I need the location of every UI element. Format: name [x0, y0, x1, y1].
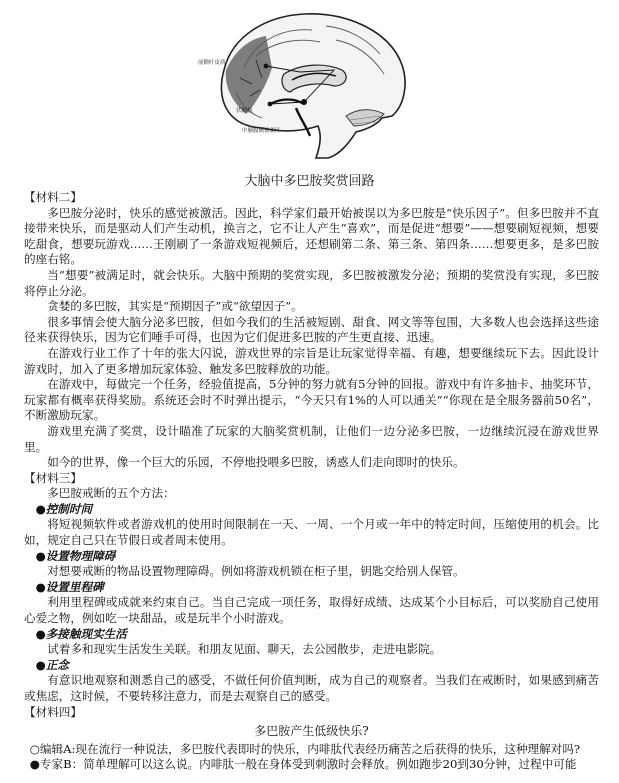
label-nucleus-accumbens: 伏隔核 [236, 108, 253, 114]
method-title: ●多接触现实生活 [35, 626, 127, 641]
method-text: 利用里程碑或成就来约束自己。当自己完成一项任务，取得好成绩、达成某个小目标后，可以奖励自己使用心爱之物，例如吃一块甜品，或是玩半个小时游戏。 [24, 595, 599, 626]
document-body [24, 190, 599, 773]
interview-title: 多巴胺产生低级快乐? [254, 724, 369, 739]
figure-caption: 大脑中多巴胺奖赏回路 [244, 174, 375, 189]
section-heading-material-4: 【材料四】 [24, 704, 82, 719]
method-text: 对想要戒断的物品设置物理障碍。例如将游戏机锁在柜子里，钥匙交给别人保管。 [47, 564, 465, 579]
paragraph: 当“想要”被满足时，就会快乐。大脑中预期的奖赏实现，多巴胺被激发分泌；预期的奖赏没有实现，多巴胺将停止分泌。 [24, 267, 599, 298]
interview-answer: ●专家B：简单理解可以这么说。内啡肽一般在身体受到刺激时会释放。例如跑步20到30分钟，过程中可能 [29, 757, 577, 772]
method-title: ●控制时间 [35, 501, 93, 516]
method-text: 将短视频软件或者游戏机的使用时间限制在一天、一周、一个月或一年中的特定时间，压缩使用的机会。比如，规定自己只在节假日或者周末使用。 [24, 517, 599, 548]
label-vta: 中脑腹侧被盖区 [242, 128, 281, 134]
section-heading-material-2: 【材料二】 [24, 190, 82, 204]
interview-question: ○编辑A:现在流行一种说法，多巴胺代表即时的快乐，内啡肽代表经历痛苦之后获得的快乐，这种理解对吗? [29, 741, 581, 756]
method-title: ●设置物理障碍 [35, 548, 116, 563]
paragraph: 多巴胺分泌时，快乐的感觉被激活。因此，科学家们最开始被误以为多巴胺是“快乐因子”。但多巴胺并不直接带来快乐，而是驱动人们产生动机，换言之，它不让人产生“喜欢”，而是促进“想要”——想要刷短视频，想要吃甜食，想要玩游戏……王刚刷了一条游戏短视频后，还想刷第二条、第三条、第四条……想要更多，是多巴胺的座右铭。 [24, 205, 599, 267]
methods-intro: 多巴胺戒断的五个方法： [47, 486, 175, 501]
method-text: 试着多和现实生活发生关联。和朋友见面、聊天，去公园散步，走进电影院。 [47, 642, 442, 657]
section-heading-material-3: 【材料三】 [24, 470, 82, 485]
paragraph: 很多事情会使大脑分泌多巴胺，但如今我们的生活被短剧、甜食、网文等等包围，大多数人也会选择这些途径来获得快乐，因为它们唾手可得，也因为它们促进多巴胺的产生更直接、迅速。 [24, 314, 599, 345]
method-text: 有意识地观察和测悉自己的感受，不做任何价值判断，成为自己的观察者。当我们在戒断时，如果感到痛苦或焦虑，这时候，不要转移注意力，而是去观察自己的感受。 [24, 673, 599, 703]
method-title: ●正念 [35, 657, 69, 672]
paragraph: 在游戏中，每做完一个任务，经验值提高，5分钟的努力就有5分钟的回报。游戏中有许多抽卡、抽奖环节，玩家都有概率获得奖励。系统还会时不时弹出提示，“今天只有1%的人可以通关”“你现在是全服务器前50名”，不断激励玩家。 [24, 377, 599, 423]
brain-diagram [196, 8, 426, 160]
method-title: ●设置里程碑 [35, 579, 104, 594]
paragraph: 游戏里充满了奖赏，设计瞄准了玩家的大脑奖赏机制，让他们一边分泌多巴胺，一边继续沉浸在游戏世界里。 [24, 423, 599, 454]
label-prefrontal-cortex: 前额叶皮质 [198, 60, 226, 66]
paragraph: 在游戏行业工作了十年的张大闪说，游戏世界的宗旨是让玩家觉得幸福、有趣，想要继续玩下去。因此设计游戏时，加入了更多增加玩家体验、触发多巴胺释放的功能。 [24, 345, 599, 376]
paragraph: 如今的世界，像一个巨大的乐园，不停地投喂多巴胺，诱惑人们走向即时的快乐。 [47, 455, 465, 470]
paragraph: 贪婪的多巴胺，其实是“预期因子”或“欲望因子”。 [47, 299, 303, 314]
